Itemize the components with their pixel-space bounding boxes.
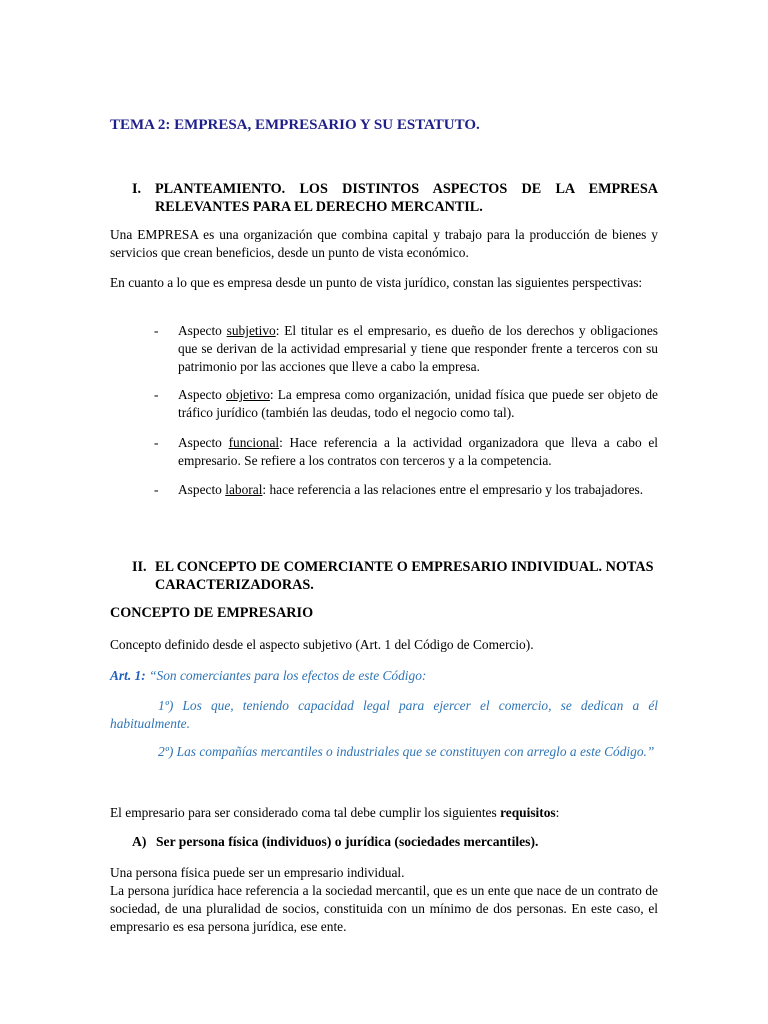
section-number: I. [132, 181, 142, 197]
list-text: : Hace referencia a la actividad organizadora que lleva a cabo el empresario. Se refiere a los contratos con terceros y a la competencia. [178, 435, 658, 468]
list-prefix: Aspecto [178, 323, 227, 338]
list-text: : El titular es el empresario, es dueño de los derechos y obligaciones que se derivan de la actividad empresarial y tiene que responder frente a terceros con su patrimonio por las acciones que lleve a cabo la empresa. [178, 323, 658, 374]
document-title: TEMA 2: EMPRESA, EMPRESARIO Y SU ESTATUTO. [110, 117, 480, 133]
paragraph: Una EMPRESA es una organización que combina capital y trabajo para la producción de bienes y servicios que crean beneficios, desde un punto de vista económico. [110, 227, 658, 260]
paragraph [110, 804, 658, 822]
paragraph: Una persona física puede ser un empresario individual. [110, 865, 405, 880]
article-item-1: 1º) Los que, teniendo capacidad legal para ejercer el comercio, se dedican a él habitualmente. [110, 698, 658, 731]
section-heading-1 [132, 180, 658, 216]
list-dash: - [154, 482, 159, 497]
section-heading-text: EL CONCEPTO DE COMERCIANTE O EMPRESARIO INDIVIDUAL. NOTAS CARACTERIZADORAS. [155, 559, 654, 593]
list-text: : La empresa como organización, unidad física que puede ser objeto de tráfico jurídico (también las deudas, todo el negocio como tal). [178, 387, 658, 420]
list-dash: - [154, 323, 159, 338]
requirement-text: Ser persona física (individuos) o jurídica (sociedades mercantiles). [156, 834, 539, 849]
article-label: Art. 1: [110, 668, 146, 683]
list-term: laboral [225, 482, 263, 497]
paragraph: La persona jurídica hace referencia a la sociedad mercantil, que es un ente que nace de un contrato de sociedad, de una pluralidad de socios, constituida con un mínimo de dos personas. En este caso, el empresario es esa persona jurídica, ese ente. [110, 883, 658, 934]
list-prefix: Aspecto [178, 387, 226, 402]
list-term: subjetivo [226, 323, 276, 338]
list-text: : hace referencia a las relaciones entre el empresario y los trabajadores. [262, 482, 644, 497]
list-item [154, 322, 658, 376]
list-term: objetivo [226, 387, 270, 402]
list-prefix: Aspecto [178, 435, 229, 450]
list-dash: - [154, 387, 159, 402]
section-number: II. [132, 559, 147, 575]
paragraph: En cuanto a lo que es empresa desde un punto de vista jurídico, constan las siguientes perspectivas: [110, 275, 643, 290]
requirement-a [132, 834, 538, 850]
req-suffix: : [555, 805, 560, 820]
requirement-letter: A) [132, 834, 147, 849]
list-dash: - [154, 435, 159, 450]
req-bold: requisitos [500, 805, 556, 820]
req-prefix: El empresario para ser considerado coma tal debe cumplir los siguientes [110, 805, 501, 820]
list-item [154, 386, 658, 422]
list-item [154, 481, 658, 499]
list-term: funcional [228, 435, 280, 450]
article-intro: “Son comerciantes para los efectos de este Código: [145, 668, 427, 683]
subheading: CONCEPTO DE EMPRESARIO [110, 605, 314, 621]
list-prefix: Aspecto [178, 482, 226, 497]
paragraph: Concepto definido desde el aspecto subjetivo (Art. 1 del Código de Comercio). [110, 637, 534, 652]
article-line [110, 667, 658, 685]
article-item-2: 2º) Las compañías mercantiles o industriales que se constituyen con arreglo a este Código.” [158, 744, 655, 759]
section-heading-2 [132, 558, 658, 594]
list-item [154, 434, 658, 470]
section-heading-text: PLANTEAMIENTO. LOS DISTINTOS ASPECTOS DE LA EMPRESA RELEVANTES PARA EL DERECHO MERCANTIL. [155, 181, 658, 215]
